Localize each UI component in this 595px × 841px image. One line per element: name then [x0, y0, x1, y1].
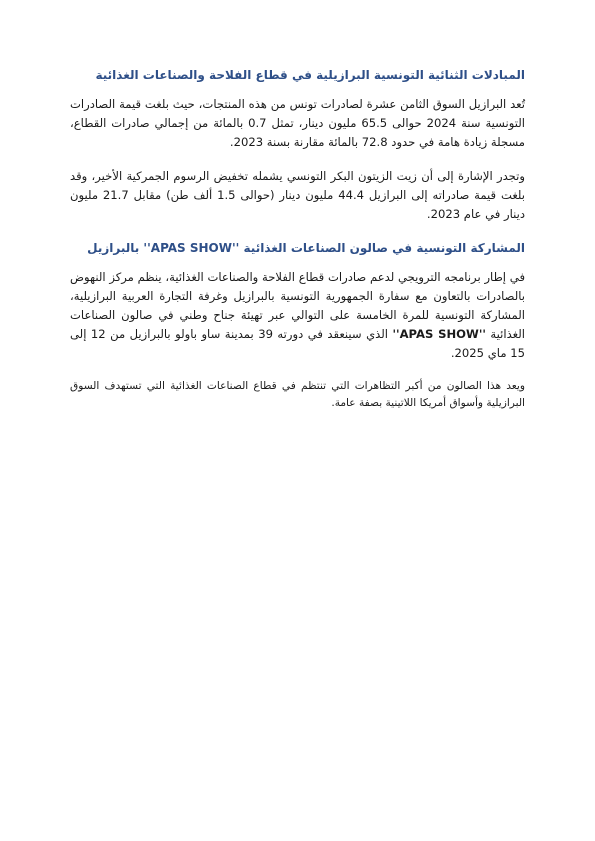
paragraph-salon-importance: ويعد هذا الصالون من أكبر التظاهرات التي تنتظم في قطاع الصناعات الغذائية التي تستهدف السوق البرازيلية وأسواق أمريكا اللاتينية بصفة عامة.: [70, 380, 525, 409]
apas-show-name: ''APAS SHOW'': [392, 327, 486, 341]
paragraph-olive-oil: وتجدر الإشارة إلى أن زيت الزيتون البكر التونسي يشمله تخفيض الرسوم الجمركية الأخير، وقد بلغت قيمة صادراته إلى البرازيل 44.4 مليون دينار (حوالى 1.5 ألف طن) مقابل 21.7 مليون دينار في عام 2023.: [70, 169, 525, 221]
paragraph-apas-text-end: الذي سينعقد في دورته 39 بمدينة ساو باولو بالبرازيل من 12 إلى 15 ماي 2025.: [70, 327, 525, 360]
paragraph-apas-participation: [70, 268, 525, 363]
paragraph-brazil-market: تُعد البرازيل السوق الثامن عشرة لصادرات تونس من هذه المنتجات، حيث بلغت قيمة الصادرات التونسية سنة 2024 حوالى 65.5 مليون دينار، تمثل 0.7 بالمائة من إجمالي صادرات القطاع، مسجلة زيادة هامة في حدود 72.8 بالمائة مقارنة بسنة 2023.: [70, 97, 525, 149]
paragraph-apas-text-start: في إطار برنامجه الترويجي لدعم صادرات قطاع الفلاحة والصناعات الغذائية، ينظم مركز النهوض بالصادرات بالتعاون مع سفارة الجمهورية التونسية بالبرازيل وغرفة التجارة العربية البرازيلية، المشاركة التونسية للمرة الخامسة على التوالي عبر تهيئة جناح وطني في صالون الصناعات الغذائية: [70, 270, 525, 341]
section-title-bilateral-trade: المبادلات الثنائية التونسية البرازيلية في قطاع الفلاحة والصناعات الغذائية: [95, 68, 525, 82]
section-title-apas-show: المشاركة التونسية في صالون الصناعات الغذائية ''APAS SHOW'' بالبرازيل: [87, 241, 525, 255]
